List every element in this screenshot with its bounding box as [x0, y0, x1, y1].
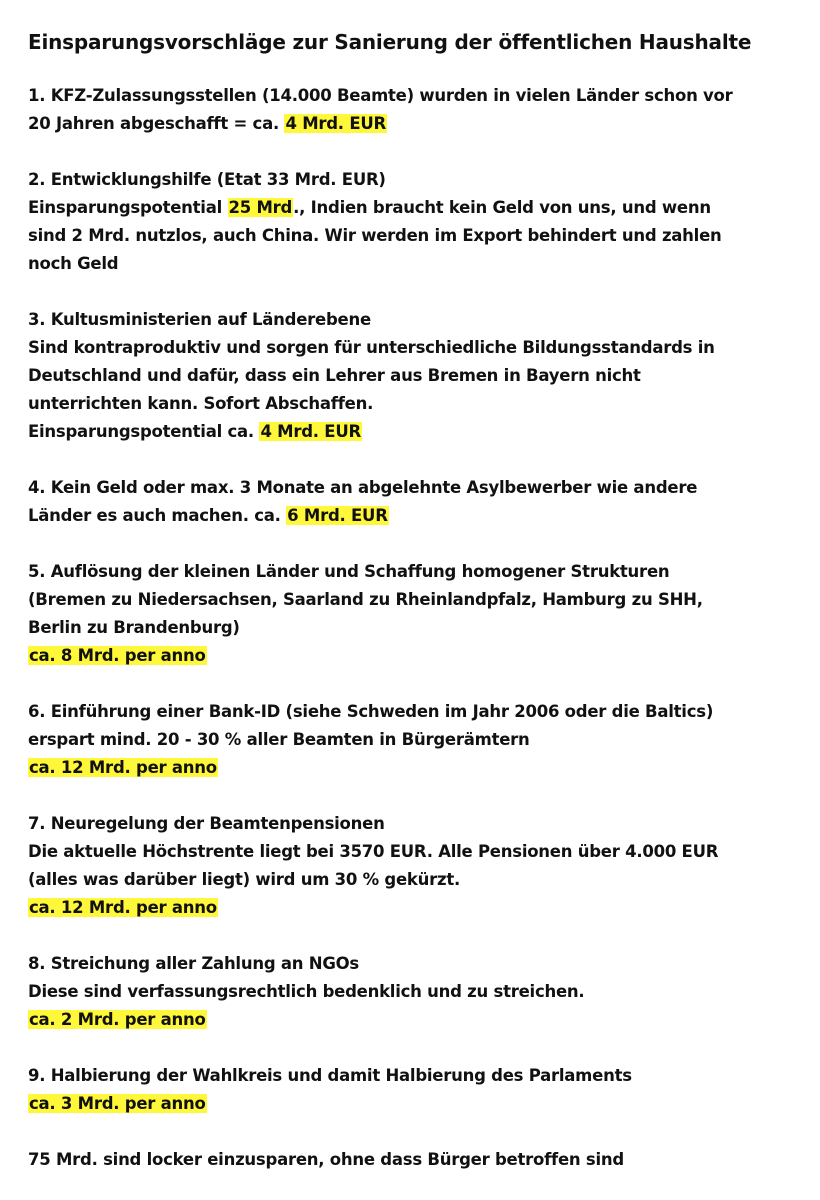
line-text: Einsparungspotential: [28, 198, 228, 217]
proposal-line: [28, 502, 808, 530]
proposal-line: [28, 194, 808, 222]
line-text: ., Indien braucht kein Geld von uns, und wenn: [293, 198, 711, 217]
proposal-item-3: [28, 306, 808, 446]
proposal-item-5: [28, 558, 808, 670]
proposal-line: unterrichten kann. Sofort Abschaffen.: [28, 394, 374, 413]
proposal-line: Deutschland und dafür, dass ein Lehrer aus Bremen in Bayern nicht: [28, 366, 641, 385]
savings-highlight: ca. 2 Mrd. per anno: [29, 1010, 206, 1029]
line-text: Länder es auch machen. ca.: [28, 506, 287, 525]
proposal-line: 9. Halbierung der Wahlkreis und damit Halbierung des Parlaments: [28, 1066, 632, 1085]
proposal-line: 8. Streichung aller Zahlung an NGOs: [28, 954, 359, 973]
savings-highlight: 6 Mrd. EUR: [287, 506, 388, 525]
proposal-line: Die aktuelle Höchstrente liegt bei 3570 EUR. Alle Pensionen über 4.000 EUR: [28, 842, 719, 861]
proposal-item-7: [28, 810, 808, 922]
proposal-item-8: [28, 950, 808, 1034]
proposal-item-2: [28, 166, 808, 278]
savings-highlight: ca. 12 Mrd. per anno: [29, 898, 217, 917]
proposal-line: [28, 894, 808, 922]
proposal-line: [28, 110, 808, 138]
summary-line: 75 Mrd. sind locker einzusparen, ohne dass Bürger betroffen sind: [28, 1150, 624, 1169]
proposal-line: Sind kontraproduktiv und sorgen für unterschiedliche Bildungsstandards in: [28, 338, 715, 357]
proposal-line: erspart mind. 20 - 30 % aller Beamten in Bürgerämtern: [28, 730, 530, 749]
proposal-line: sind 2 Mrd. nutzlos, auch China. Wir werden im Export behindert und zahlen: [28, 226, 722, 245]
savings-highlight: 4 Mrd. EUR: [285, 114, 386, 133]
proposal-item-4: [28, 474, 808, 530]
proposal-line: 4. Kein Geld oder max. 3 Monate an abgelehnte Asylbewerber wie andere: [28, 478, 698, 497]
line-text: Einsparungspotential ca.: [28, 422, 260, 441]
proposal-line: noch Geld: [28, 254, 119, 273]
proposal-line: [28, 754, 808, 782]
proposal-line: [28, 1006, 808, 1034]
proposal-line: 1. KFZ-Zulassungsstellen (14.000 Beamte) wurden in vielen Länder schon vor: [28, 86, 733, 105]
proposal-line: (alles was darüber liegt) wird um 30 % gekürzt.: [28, 870, 461, 889]
proposal-item-9: [28, 1062, 808, 1118]
proposal-line: Berlin zu Brandenburg): [28, 618, 240, 637]
savings-highlight: ca. 8 Mrd. per anno: [29, 646, 206, 665]
proposal-item-1: [28, 82, 808, 138]
savings-highlight: 25 Mrd: [228, 198, 293, 217]
proposal-line: [28, 1090, 808, 1118]
proposal-line: 5. Auflösung der kleinen Länder und Schaffung homogener Strukturen: [28, 562, 670, 581]
proposal-line: 2. Entwicklungshilfe (Etat 33 Mrd. EUR): [28, 170, 386, 189]
proposal-item-6: [28, 698, 808, 782]
savings-highlight: 4 Mrd. EUR: [260, 422, 361, 441]
proposal-line: Diese sind verfassungsrechtlich bedenklich und zu streichen.: [28, 982, 585, 1001]
proposal-line: [28, 642, 808, 670]
proposal-line: [28, 418, 808, 446]
savings-highlight: ca. 12 Mrd. per anno: [29, 758, 217, 777]
page-title: Einsparungsvorschläge zur Sanierung der öffentlichen Haushalte: [28, 30, 752, 54]
proposal-line: 3. Kultusministerien auf Länderebene: [28, 310, 371, 329]
proposal-line: 7. Neuregelung der Beamtenpensionen: [28, 814, 385, 833]
savings-highlight: ca. 3 Mrd. per anno: [29, 1094, 206, 1113]
line-text: 20 Jahren abgeschafft = ca.: [28, 114, 285, 133]
proposal-line: 6. Einführung einer Bank-ID (siehe Schweden im Jahr 2006 oder die Baltics): [28, 702, 714, 721]
proposal-line: (Bremen zu Niedersachsen, Saarland zu Rheinlandpfalz, Hamburg zu SHH,: [28, 590, 703, 609]
